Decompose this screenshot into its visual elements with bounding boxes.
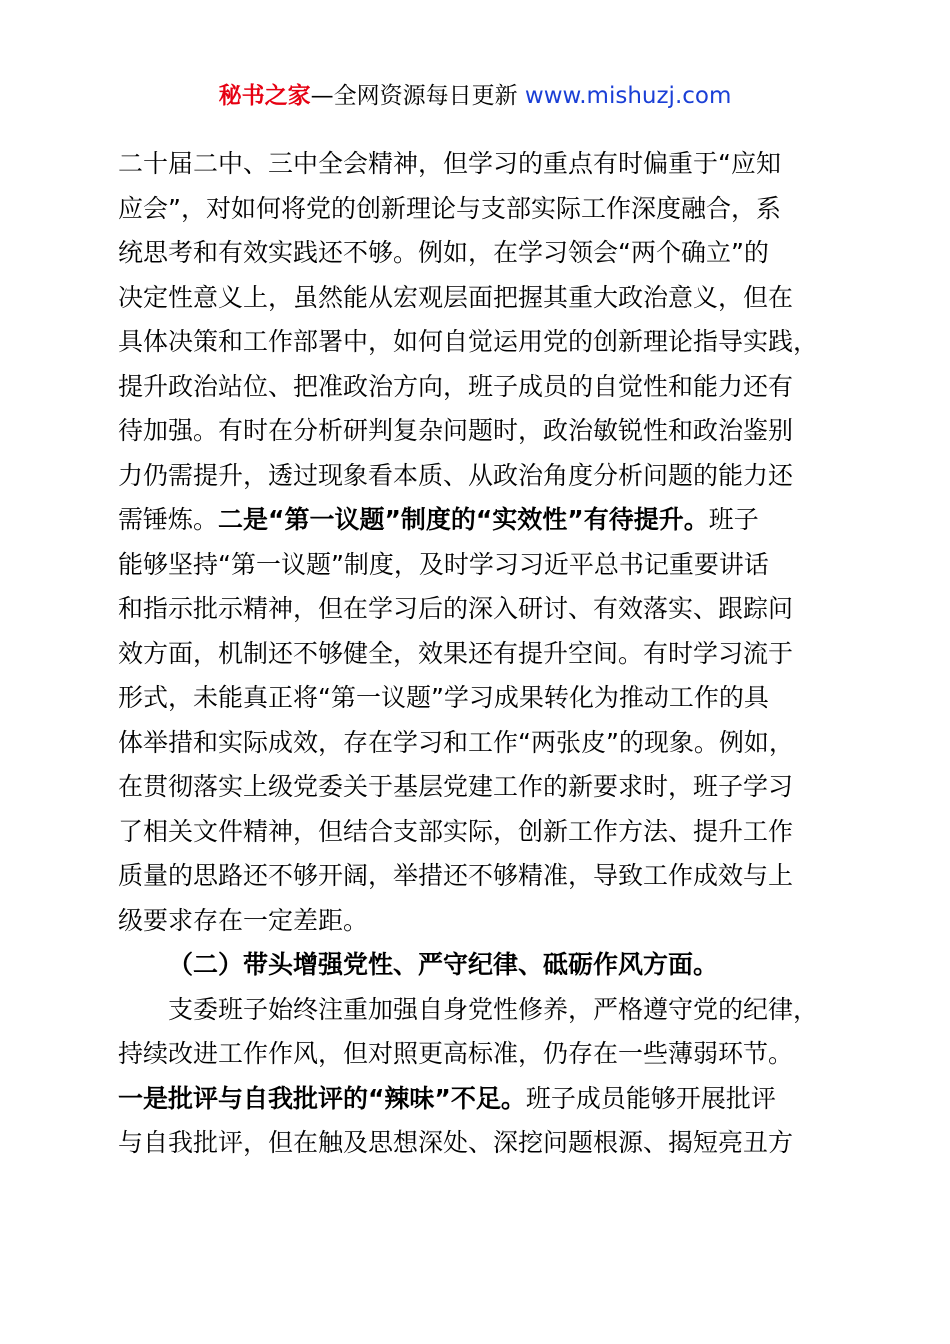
text-line: 级要求存在一定差距。 xyxy=(118,905,369,935)
header-tagline: —全网资源每日更新 xyxy=(310,83,525,109)
section-heading: （二）带头增强党性、严守纪律、砥砺作风方面。 xyxy=(168,950,719,979)
text-line: 待加强。有时在分析研判复杂问题时，政治敏锐性和政治鉴别 xyxy=(118,416,794,445)
text-line: 二十届二中、三中全会精神，但学习的重点有时偏重于“应知 xyxy=(118,149,781,178)
text-line: 效方面，机制还不够健全，效果还有提升空间。有时学习流于 xyxy=(118,638,794,668)
header-brand: 秘书之家 xyxy=(218,83,311,109)
text-line: 形式，未能真正将“第一议题”学习成果转化为推动工作的具 xyxy=(118,683,769,712)
text-run: 班子 xyxy=(708,505,759,534)
text-line: 力仍需提升，透过现象看本质、从政治角度分析问题的能力还 xyxy=(118,460,794,490)
text-line: 统思考和有效实践还不够。例如，在学习领会“两个确立”的 xyxy=(118,238,769,267)
text-line: 和指示批示精神，但在学习后的深入研讨、有效落实、跟踪问 xyxy=(118,594,794,623)
header-url-link[interactable]: www.mishuzj.com xyxy=(524,83,732,109)
bold-point-heading: 一是批评与自我批评的“辣味”不足。 xyxy=(118,1083,526,1113)
text-run: 需锤炼。 xyxy=(118,505,219,534)
document-body xyxy=(118,142,834,1166)
text-line: 能够坚持“第一议题”制度，及时学习习近平总书记重要讲话 xyxy=(118,549,769,579)
text-line: 应会”，对如何将党的创新理论与支部实际工作深度融合，系 xyxy=(118,193,781,223)
text-line xyxy=(118,498,834,543)
text-line xyxy=(118,1077,834,1122)
text-line: 具体决策和工作部署中，如何自觉运用党的创新理论指导实践， xyxy=(118,327,819,356)
text-line: 质量的思路还不够开阔，举措还不够精准，导致工作成效与上 xyxy=(118,861,794,890)
text-line: 了相关文件精神，但结合支部实际，创新工作方法、提升工作 xyxy=(118,816,794,846)
text-line: 提升政治站位、把准政治方向，班子成员的自觉性和能力还有 xyxy=(118,371,794,401)
text-line: 在贯彻落实上级党委关于基层党建工作的新要求时，班子学习 xyxy=(118,772,794,801)
text-run: 班子成员能够开展批评 xyxy=(525,1083,776,1113)
text-line: 决定性意义上，虽然能从宏观层面把握其重大政治意义，但在 xyxy=(118,282,794,312)
text-line: 支委班子始终注重加强自身党性修养，严格遵守党的纪律， xyxy=(168,994,819,1024)
page-header xyxy=(0,80,950,112)
text-line: 持续改进工作作风，但对照更高标准，仍存在一些薄弱环节。 xyxy=(118,1039,794,1068)
text-line: 体举措和实际成效，存在学习和工作“两张皮”的现象。例如， xyxy=(118,727,794,757)
text-line: 与自我批评，但在触及思想深处、深挖问题根源、揭短亮丑方 xyxy=(118,1128,794,1157)
bold-point-heading: 二是“第一议题”制度的“实效性”有待提升。 xyxy=(218,505,709,534)
